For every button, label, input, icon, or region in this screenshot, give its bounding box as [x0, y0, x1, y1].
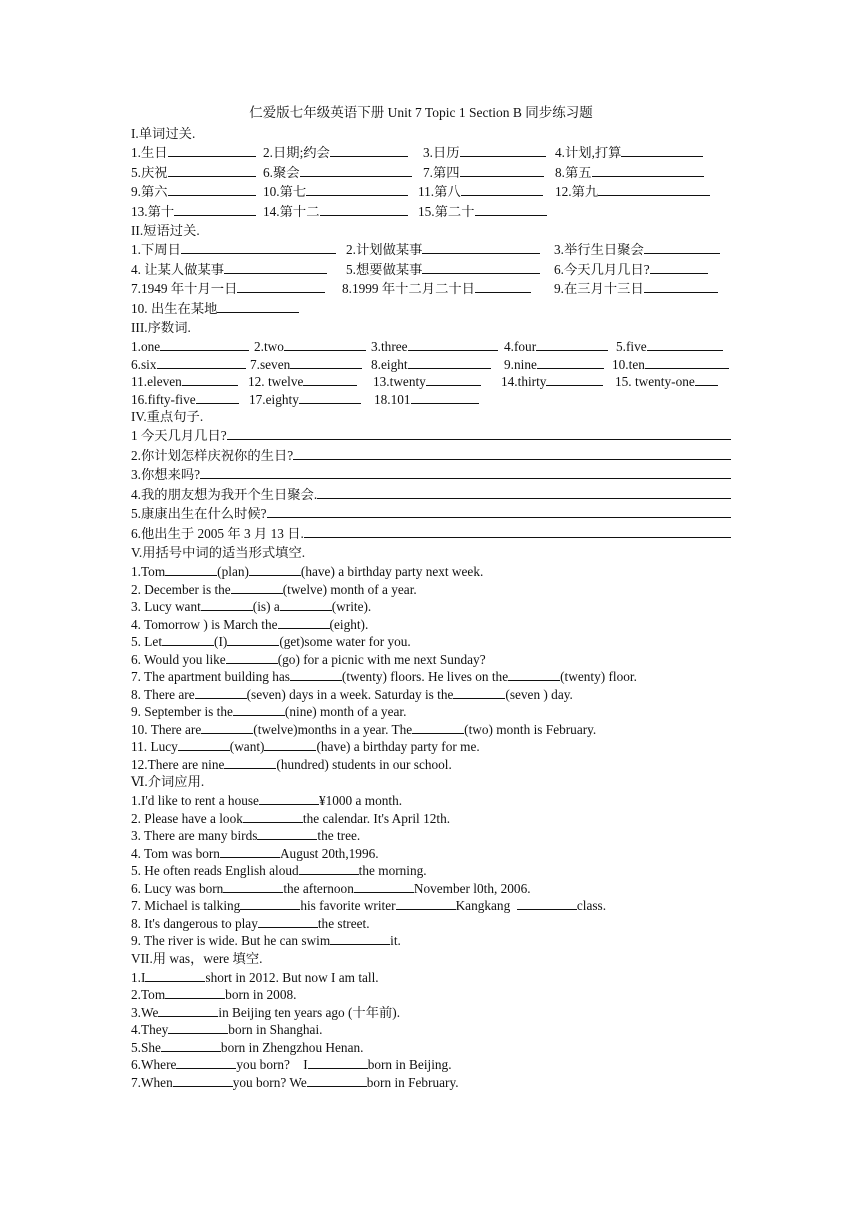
prompt-text: 7. Michael is talking	[131, 898, 241, 913]
prompt-text: 12. twelve	[248, 374, 304, 389]
prompt-text: (seven ) day.	[505, 686, 573, 702]
answer-blank[interactable]	[644, 279, 718, 293]
prompt-text: (nine) month of a year.	[284, 704, 407, 719]
sentence-item	[131, 426, 731, 446]
answer-blank[interactable]	[304, 524, 731, 538]
section-3-heading: III.序数词.	[131, 320, 191, 335]
prompt-text: (twelve)months in a year. The	[253, 721, 413, 737]
fill-item	[131, 791, 731, 809]
phrase-row	[131, 240, 731, 260]
prompt-text: born in 2008.	[225, 987, 297, 1002]
answer-blank[interactable]	[168, 1020, 228, 1034]
prompt-text: 18.101	[374, 391, 411, 407]
section-6-heading: Ⅵ.介词应用.	[131, 774, 205, 789]
prompt-text: 10.第七	[263, 184, 307, 199]
prompt-text: 12.There are nine	[131, 756, 225, 772]
answer-blank[interactable]	[299, 390, 361, 404]
answer-blank[interactable]	[200, 465, 731, 479]
prompt-text: 3. There are many birds	[131, 828, 258, 843]
answer-blank[interactable]	[284, 337, 366, 351]
fill-item	[131, 826, 731, 844]
prompt-text: 8.eight	[371, 356, 408, 372]
answer-blank[interactable]	[396, 896, 456, 910]
answer-blank[interactable]	[182, 372, 238, 386]
prompt-text: you born? We	[232, 1074, 307, 1090]
prompt-text: (want)	[229, 739, 265, 754]
prompt-text: 9. The river is wide. But he can swim	[131, 933, 331, 948]
answer-blank[interactable]	[644, 240, 720, 254]
answer-blank[interactable]	[258, 914, 318, 928]
answer-blank[interactable]	[280, 597, 332, 611]
prompt-text: the calendar. It's April 12th.	[302, 810, 451, 826]
answer-blank[interactable]	[536, 337, 608, 351]
fill-item	[131, 1073, 731, 1091]
ordinal-row	[131, 372, 731, 390]
prompt-text: 2.two	[254, 339, 284, 354]
prompt-text: (have) a birthday party next week.	[300, 564, 484, 579]
section-3-rows	[131, 337, 731, 407]
answer-blank[interactable]	[517, 896, 577, 910]
prompt-text: born in February.	[366, 1074, 459, 1090]
prompt-text: 14.第十二	[263, 203, 320, 219]
prompt-text: 5.She	[131, 1039, 161, 1055]
section-7-heading: VII.用 was，were 填空.	[131, 950, 263, 966]
prompt-text: 9. September is the	[131, 704, 233, 719]
prompt-text: 3.We	[131, 1004, 159, 1020]
prompt-text: 4. Tom was born	[131, 845, 220, 861]
answer-blank[interactable]	[598, 182, 710, 196]
prompt-text: 1 今天几月几日?	[131, 428, 227, 443]
prompt-text: (seven) days in a week. Saturday is the	[246, 686, 454, 702]
prompt-text: 4. Tomorrow ) is March the	[131, 616, 278, 632]
prompt-text: 4.计划,打算	[555, 145, 622, 160]
answer-blank[interactable]	[243, 809, 303, 823]
vocab-row	[131, 202, 731, 222]
fill-item	[131, 720, 731, 738]
section-5-heading: V.用括号中词的适当形式填空.	[131, 545, 306, 560]
section-1-rows	[131, 143, 731, 221]
sentence-item	[131, 465, 731, 485]
answer-blank[interactable]	[157, 355, 246, 369]
answer-blank[interactable]	[259, 791, 319, 805]
prompt-text: 4. 让某人做某事	[131, 261, 225, 277]
prompt-text: ¥1000 a month.	[318, 793, 403, 808]
prompt-text: August 20th,1996.	[279, 845, 379, 861]
answer-blank[interactable]	[307, 1073, 367, 1087]
answer-blank[interactable]	[695, 372, 718, 386]
prompt-text: 2. December is the	[131, 581, 231, 597]
answer-blank[interactable]	[168, 163, 256, 177]
answer-blank[interactable]	[220, 844, 280, 858]
fill-item	[131, 1055, 731, 1073]
phrase-row	[131, 279, 731, 299]
prompt-text: 9.第六	[131, 184, 168, 199]
answer-blank[interactable]	[537, 355, 604, 369]
fill-item	[131, 985, 731, 1003]
prompt-text: 4.They	[131, 1022, 169, 1037]
prompt-text: 6.今天几月几日?	[554, 261, 650, 277]
prompt-text: 4.four	[504, 339, 537, 354]
fill-item	[131, 597, 731, 615]
fill-item	[131, 667, 731, 685]
prompt-text: (is) a	[252, 599, 280, 614]
answer-blank[interactable]	[411, 390, 479, 404]
answer-blank[interactable]	[168, 182, 256, 196]
answer-blank[interactable]	[508, 667, 560, 681]
answer-blank[interactable]	[201, 720, 253, 734]
prompt-text: 16.fifty-five	[131, 391, 196, 407]
answer-blank[interactable]	[460, 143, 546, 157]
fill-item	[131, 844, 731, 862]
prompt-text: (eight).	[329, 616, 369, 632]
answer-blank[interactable]	[173, 1073, 233, 1087]
answer-blank[interactable]	[174, 202, 256, 216]
answer-blank[interactable]	[249, 562, 301, 576]
answer-blank[interactable]	[257, 826, 317, 840]
prompt-text: 11.第八	[418, 184, 461, 199]
answer-blank[interactable]	[181, 240, 336, 254]
fill-item	[131, 1038, 731, 1056]
answer-blank[interactable]	[223, 879, 283, 893]
prompt-text: (write).	[331, 599, 372, 614]
fill-item	[131, 685, 731, 703]
answer-blank[interactable]	[475, 279, 531, 293]
prompt-text: 6.聚会	[263, 164, 300, 180]
prompt-text: the afternoon	[283, 880, 354, 896]
answer-blank[interactable]	[231, 580, 283, 594]
prompt-text: the tree.	[317, 828, 361, 843]
prompt-text: 5.five	[616, 339, 647, 354]
prompt-text: 6.Where	[131, 1057, 177, 1072]
prompt-text: 10. There are	[131, 721, 202, 737]
prompt-text: 2.日期;约会	[263, 145, 330, 160]
ordinal-row	[131, 337, 731, 355]
answer-blank[interactable]	[320, 202, 408, 216]
fill-item	[131, 809, 731, 827]
answer-blank[interactable]	[237, 279, 325, 293]
phrase-row	[131, 299, 731, 319]
answer-blank[interactable]	[453, 685, 505, 699]
vocab-row	[131, 143, 731, 163]
prompt-text: 3. Lucy want	[131, 599, 201, 614]
prompt-text: (go) for a picnic with me next Sunday?	[277, 651, 486, 667]
answer-blank[interactable]	[201, 597, 253, 611]
prompt-text: 6. Would you like	[131, 651, 226, 667]
prompt-text: 8. There are	[131, 686, 195, 702]
prompt-text: in Beijing ten years ago (十年前).	[218, 1004, 401, 1020]
answer-blank[interactable]	[422, 260, 540, 274]
answer-blank[interactable]	[308, 1055, 368, 1069]
answer-blank[interactable]	[196, 390, 239, 404]
prompt-text: born in Shanghai.	[228, 1022, 323, 1037]
answer-blank[interactable]	[226, 650, 278, 664]
answer-blank[interactable]	[408, 337, 498, 351]
answer-blank[interactable]	[240, 896, 300, 910]
prompt-text: 15.第二十	[418, 203, 475, 219]
prompt-text: (twenty) floors. He lives on the	[341, 669, 509, 684]
fill-item	[131, 755, 731, 773]
answer-blank[interactable]	[330, 143, 408, 157]
answer-blank[interactable]	[165, 562, 217, 576]
section-1-heading: I.单词过关.	[131, 126, 196, 141]
ordinal-row	[131, 355, 731, 373]
prompt-text: 1.I'd like to rent a house	[131, 793, 259, 808]
answer-blank[interactable]	[645, 355, 729, 369]
answer-blank[interactable]	[475, 202, 547, 216]
prompt-text: 14.thirty	[501, 374, 547, 389]
sentence-item	[131, 446, 731, 466]
answer-blank[interactable]	[330, 931, 390, 945]
sentence-item	[131, 485, 731, 505]
answer-blank[interactable]	[461, 182, 543, 196]
fill-item	[131, 580, 731, 598]
prompt-text: 5. He often reads English aloud	[131, 863, 299, 878]
answer-blank[interactable]	[278, 615, 330, 629]
fill-item	[131, 968, 731, 986]
answer-blank[interactable]	[460, 163, 544, 177]
fill-item	[131, 896, 731, 914]
vocab-row	[131, 163, 731, 183]
answer-blank[interactable]	[161, 1038, 221, 1052]
prompt-text: 13.twenty	[373, 374, 426, 389]
answer-blank[interactable]	[178, 737, 230, 751]
prompt-text: 9.在三月十三日	[554, 281, 644, 296]
fill-item	[131, 650, 731, 668]
sentence-item	[131, 504, 731, 524]
prompt-text: (I)	[214, 634, 228, 649]
prompt-text: 6.six	[131, 356, 157, 372]
prompt-text: 6. Lucy was born	[131, 880, 224, 896]
prompt-text: (twelve) month of a year.	[282, 581, 417, 597]
answer-blank[interactable]	[290, 355, 362, 369]
prompt-text: 2.你计划怎样庆祝你的生日?	[131, 447, 294, 463]
ordinal-row	[131, 390, 731, 408]
prompt-text: 5.想要做某事	[346, 261, 423, 277]
prompt-text: you born? I	[236, 1057, 308, 1072]
answer-blank[interactable]	[160, 337, 249, 351]
answer-blank[interactable]	[227, 632, 279, 646]
vocab-row	[131, 182, 731, 202]
answer-blank[interactable]	[300, 163, 412, 177]
fill-item	[131, 632, 731, 650]
fill-item	[131, 702, 731, 720]
answer-blank[interactable]	[195, 685, 247, 699]
prompt-text: class.	[576, 898, 607, 913]
section-2-heading: II.短语过关.	[131, 223, 200, 238]
prompt-text: 13.第十	[131, 203, 175, 219]
prompt-text: 2.Tom	[131, 987, 166, 1002]
prompt-text: 10.ten	[612, 356, 645, 372]
prompt-text: (have) a birthday party for me.	[316, 739, 480, 754]
prompt-text: 11.eleven	[131, 374, 182, 389]
prompt-text: 1.I	[131, 969, 146, 985]
fill-item	[131, 737, 731, 755]
prompt-text: 4.我的朋友想为我开个生日聚会.	[131, 486, 318, 502]
answer-blank[interactable]	[354, 879, 414, 893]
section-2-rows	[131, 240, 731, 318]
prompt-text: 3.你想来吗?	[131, 467, 201, 482]
prompt-text: 8. It's dangerous to play	[131, 915, 258, 931]
prompt-text: 8.1999 年十二月二十日	[342, 281, 475, 296]
prompt-text: the street.	[317, 915, 370, 931]
fill-item	[131, 1020, 731, 1038]
prompt-text: 2.计划做某事	[346, 242, 423, 257]
section-5-items	[131, 562, 731, 772]
prompt-text: 1.生日	[131, 145, 168, 160]
answer-blank[interactable]	[293, 446, 731, 460]
section-7-items	[131, 968, 731, 1091]
prompt-text: 7.seven	[250, 356, 291, 372]
prompt-text: 7.第四	[423, 164, 460, 180]
prompt-text: 6.他出生于 2005 年 3 月 13 日.	[131, 525, 304, 541]
section-4-items	[131, 426, 731, 543]
prompt-text: 9.nine	[504, 356, 537, 372]
answer-blank[interactable]	[426, 372, 481, 386]
answer-blank[interactable]	[168, 143, 256, 157]
answer-blank[interactable]	[621, 143, 703, 157]
answer-blank[interactable]	[267, 504, 731, 518]
answer-blank[interactable]	[233, 702, 285, 716]
answer-blank[interactable]	[145, 968, 205, 982]
prompt-text: 3.three	[371, 339, 408, 354]
prompt-text: (two) month is February.	[464, 721, 597, 737]
prompt-text: 8.第五	[555, 164, 592, 180]
phrase-row	[131, 260, 731, 280]
fill-item	[131, 931, 731, 949]
prompt-text: 5.康康出生在什么时候?	[131, 506, 267, 521]
prompt-text: 17.eighty	[249, 391, 299, 407]
answer-blank[interactable]	[224, 755, 276, 769]
prompt-text: (hundred) students in our school.	[276, 756, 452, 772]
prompt-text: 12.第九	[555, 184, 599, 199]
prompt-text: born in Zhengzhou Henan.	[220, 1039, 364, 1055]
answer-blank[interactable]	[546, 372, 603, 386]
prompt-text: the morning.	[358, 863, 427, 878]
answer-blank[interactable]	[217, 299, 299, 313]
sentence-item	[131, 524, 731, 544]
prompt-text: (plan)	[217, 564, 249, 579]
answer-blank[interactable]	[158, 1003, 218, 1017]
prompt-text: 11. Lucy	[131, 739, 178, 754]
answer-blank[interactable]	[306, 182, 408, 196]
prompt-text: 1.下周日	[131, 242, 181, 257]
answer-blank[interactable]	[227, 426, 731, 440]
prompt-text: 3.日历	[423, 145, 460, 160]
fill-item	[131, 1003, 731, 1021]
fill-item	[131, 615, 731, 633]
answer-blank[interactable]	[165, 985, 225, 999]
answer-blank[interactable]	[264, 737, 316, 751]
answer-blank[interactable]	[650, 260, 708, 274]
answer-blank[interactable]	[224, 260, 327, 274]
answer-blank[interactable]	[290, 667, 342, 681]
worksheet-title: 仁爱版七年级英语下册 Unit 7 Topic 1 Section B 同步练习题	[249, 105, 593, 120]
prompt-text: 7.1949 年十月一日	[131, 281, 238, 296]
prompt-text: 5. Let	[131, 634, 163, 649]
prompt-text: born in Beijing.	[367, 1057, 452, 1072]
prompt-text: 10. 出生在某地	[131, 300, 218, 316]
answer-blank[interactable]	[176, 1055, 236, 1069]
prompt-text: (get)some water for you.	[279, 634, 411, 649]
prompt-text: 7. The apartment building has	[131, 669, 290, 684]
answer-blank[interactable]	[647, 337, 723, 351]
fill-item	[131, 879, 731, 897]
prompt-text: 2. Please have a look	[131, 810, 243, 826]
answer-blank[interactable]	[412, 720, 464, 734]
answer-blank[interactable]	[422, 240, 540, 254]
prompt-text: Kangkang	[455, 898, 517, 913]
prompt-text: 1.Tom	[131, 564, 166, 579]
fill-item	[131, 562, 731, 580]
fill-item	[131, 914, 731, 932]
answer-blank[interactable]	[592, 163, 704, 177]
prompt-text: short in 2012. But now I am tall.	[205, 969, 379, 985]
prompt-text: 7.When	[131, 1074, 173, 1090]
prompt-text: his favorite writer	[300, 898, 396, 913]
fill-item	[131, 861, 731, 879]
prompt-text: 5.庆祝	[131, 164, 168, 180]
prompt-text: November l0th, 2006.	[413, 880, 531, 896]
section-6-items	[131, 791, 731, 949]
prompt-text: 1.one	[131, 339, 161, 354]
worksheet	[131, 104, 731, 1090]
answer-blank[interactable]	[299, 861, 359, 875]
prompt-text: (twenty) floor.	[560, 669, 637, 684]
answer-blank[interactable]	[162, 632, 214, 646]
prompt-text: 3.举行生日聚会	[554, 242, 644, 257]
answer-blank[interactable]	[408, 355, 491, 369]
answer-blank[interactable]	[317, 485, 731, 499]
answer-blank[interactable]	[303, 372, 357, 386]
section-4-heading: IV.重点句子.	[131, 409, 204, 424]
prompt-text: it.	[390, 933, 401, 948]
prompt-text: 15. twenty-one	[615, 374, 695, 389]
